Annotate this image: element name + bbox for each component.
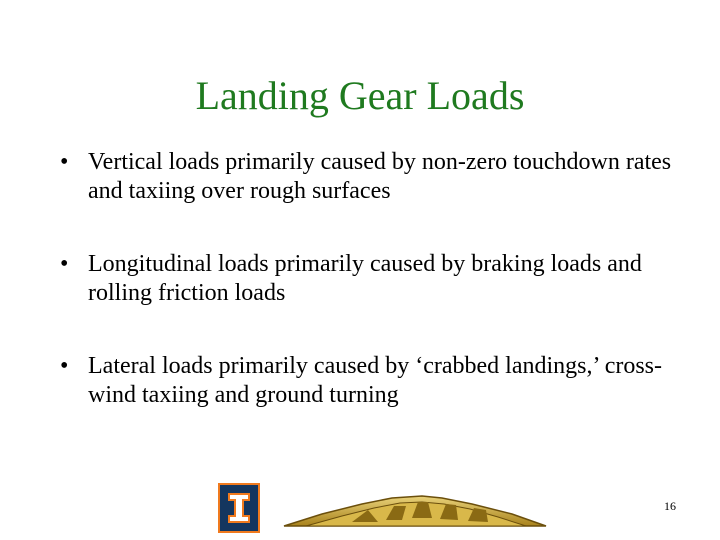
bullet-marker: •: [60, 353, 69, 379]
slide-title: Landing Gear Loads: [195, 73, 525, 118]
block-i-logo-graphic: [220, 485, 258, 531]
bullet-text: Lateral loads primarily caused by ‘crabbed landings,’ cross-wind taxiing and ground turning: [88, 353, 663, 408]
ae-4a-banner-icon: [282, 492, 548, 528]
page-number: 16: [664, 499, 676, 513]
bullet-text: Vertical loads primarily caused by non-zero touchdown rates and taxiing over rough surfaces: [88, 149, 672, 204]
bullet-text: Longitudinal loads primarily caused by braking loads and rolling friction loads: [88, 251, 642, 306]
bullet-marker: •: [60, 149, 69, 175]
ae-4a-banner-graphic: [282, 492, 548, 528]
block-i-logo-icon: [218, 483, 260, 533]
bullet-marker: •: [60, 251, 69, 277]
bullet-item: [60, 148, 680, 206]
bullet-item: [60, 250, 680, 308]
bullet-list: [60, 148, 680, 454]
bullet-item: [60, 352, 680, 410]
